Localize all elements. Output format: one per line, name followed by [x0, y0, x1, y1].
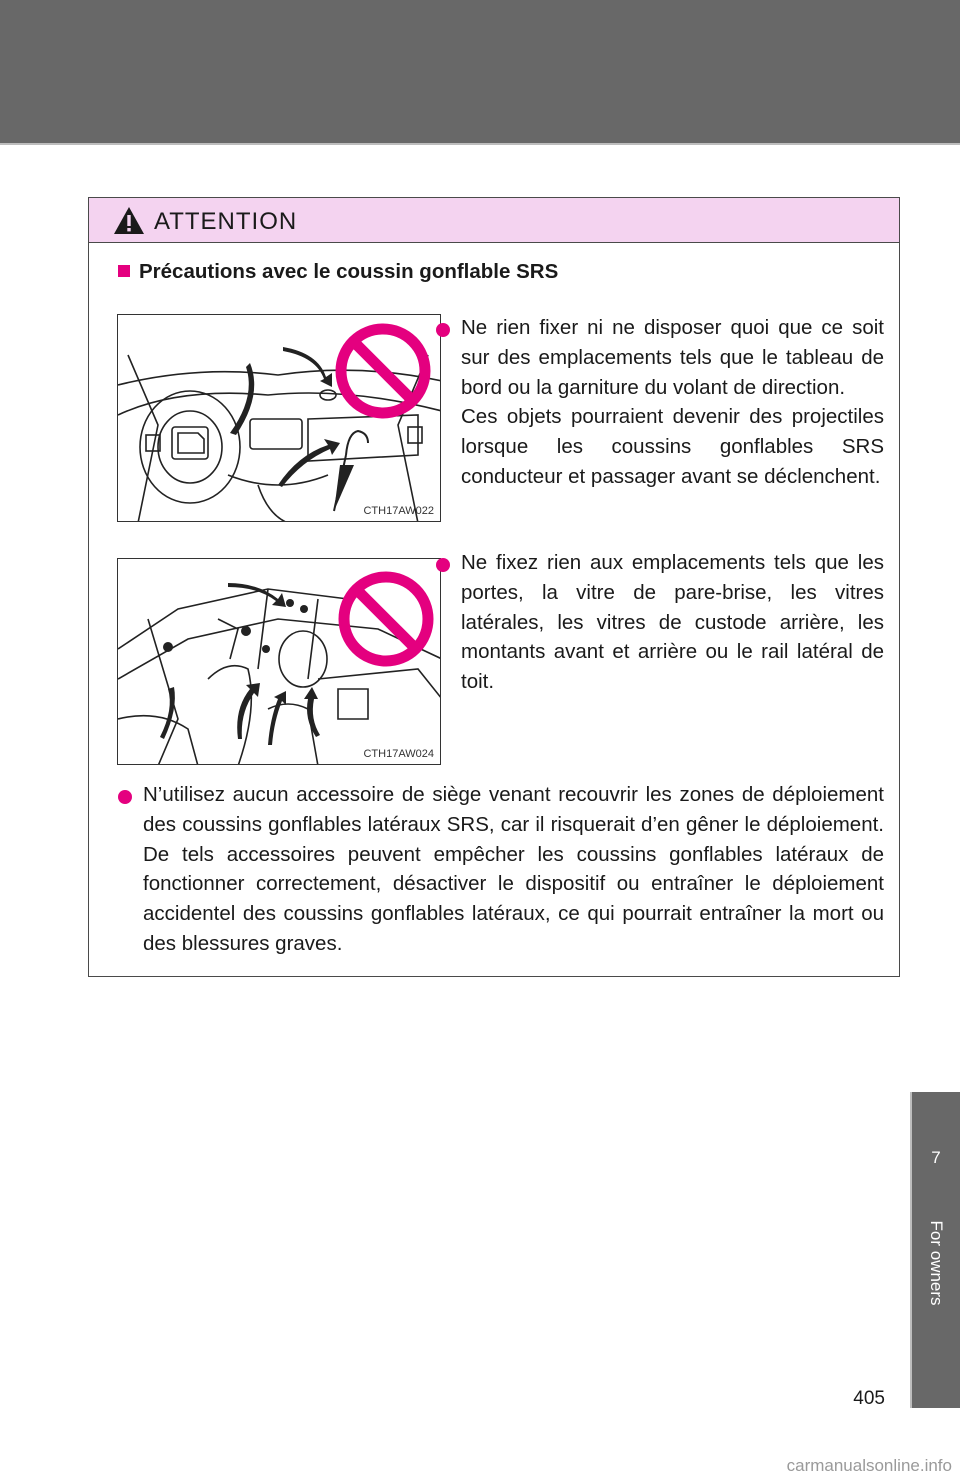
bullet-dot-icon [436, 323, 450, 337]
caution-title: ATTENTION [154, 208, 298, 235]
square-bullet-icon [118, 265, 130, 277]
figure-code: CTH17AW022 [363, 505, 434, 517]
dashboard-illustration [117, 314, 441, 522]
interior-illustration [117, 558, 441, 765]
chapter-number: 7 [931, 1148, 941, 1167]
page-header-bar [0, 0, 960, 143]
bullet-dot-icon [436, 558, 450, 572]
bullet-text: Ne fixez rien aux emplacements tels que les portes, la vitre de pare-brise, les vitres latérales, les vitres de custode arrière, les montants avant et arrière ou le rail latéral de toit. [461, 551, 884, 694]
bullet-text: N’utilisez aucun accessoire de siège venant recouvrir les zones de déploiement des coussins gonflables latéraux SRS, car il risquerait d’en gêner le déploiement. De tels accessoires peuvent empêcher les coussins gonflables latéraux de fonctionner correctement, désactiver le dispositif ou entraîner le déploiement accidentel des coussins gonflables latéraux, ce qui pourrait entraîner la mort ou des blessures graves. [143, 783, 884, 955]
header-divider [0, 143, 960, 145]
bullet-item [118, 780, 884, 959]
bullet-text-continued: Ces objets pourraient devenir des projectiles lorsque les coussins gonflables SRS conducteur et passager avant se déclenchent. [461, 405, 884, 488]
bullet-item [436, 548, 884, 697]
warning-triangle-icon [113, 206, 145, 236]
bullet-dot-icon [118, 790, 132, 804]
prohibition-icon [344, 577, 428, 661]
watermark: carmanualsonline.info [786, 1456, 952, 1475]
figure-code: CTH17AW024 [363, 748, 434, 760]
section-heading [118, 260, 558, 284]
section-heading-text: Précautions avec le coussin gonflable SRS [139, 260, 559, 283]
interior-drawing [118, 559, 441, 765]
page-number: 405 [853, 1388, 885, 1409]
dashboard-drawing [118, 315, 441, 522]
caution-box [88, 197, 900, 977]
bullet-item [436, 313, 884, 492]
bullet-text: Ne rien fixer ni ne disposer quoi que ce soit sur des emplacements tels que le tableau de bord ou la garniture du volant de direction. [461, 316, 884, 399]
caution-header [89, 198, 899, 243]
chapter-label: For owners [927, 1220, 946, 1306]
